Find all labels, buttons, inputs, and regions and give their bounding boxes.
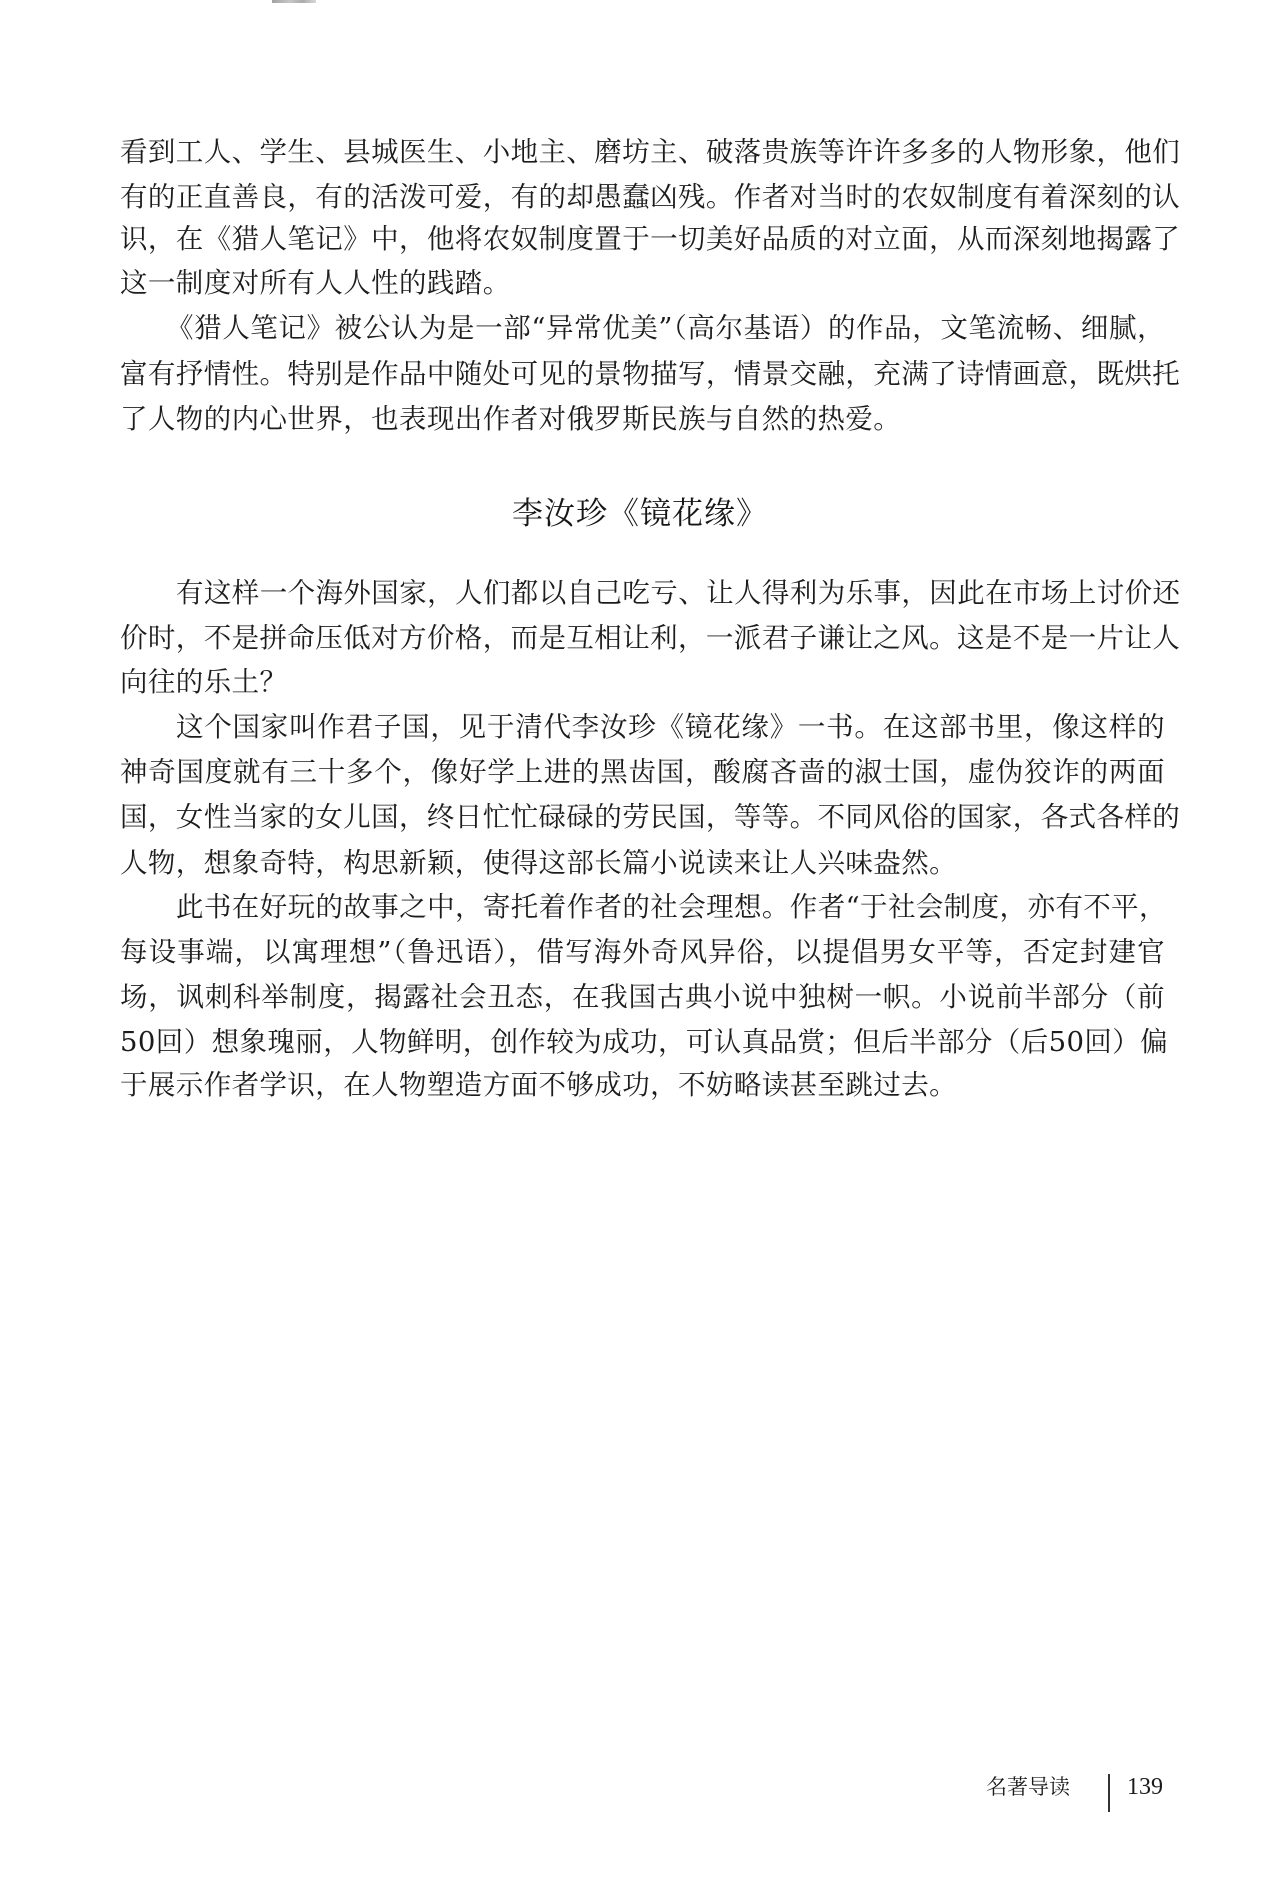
- text-line: 有的正直善良，有的活泼可爱，有的却愚蠢凶残。作者对当时的农奴制度有着深刻的认: [120, 181, 1181, 213]
- text-line: 《猎人笔记》被公认为是一部“异常优美”（高尔基语）的作品，文笔流畅、细腻，: [166, 312, 1165, 344]
- text-line: 人物，想象奇特，构思新颖，使得这部长篇小说读来让人兴味盎然。: [120, 847, 957, 879]
- text-line: 国，女性当家的女儿国，终日忙忙碌碌的劳民国，等等。不同风俗的国家，各式各样的: [120, 801, 1181, 833]
- footer-divider: [1108, 1774, 1110, 1812]
- book-title: 名著导读: [986, 1775, 1070, 1799]
- text-line: 识，在《猎人笔记》中，他将农奴制度置于一切美好品质的对立面，从而深刻地揭露了: [120, 223, 1181, 255]
- text-line: 此书在好玩的故事之中，寄托着作者的社会理想。作者“于社会制度，亦有不平，: [176, 891, 1167, 923]
- text-line: 看到工人、学生、县城医生、小地主、磨坊主、破落贵族等许许多多的人物形象，他们: [120, 136, 1181, 168]
- text-line: 这个国家叫作君子国，见于清代李汝珍《镜花缘》一书。在这部书里，像这样的: [176, 711, 1165, 743]
- page-number: 139: [1127, 1774, 1163, 1800]
- text-line: 有这样一个海外国家，人们都以自己吃亏、让人得利为乐事，因此在市场上讨价还: [176, 577, 1181, 609]
- text-line: 价时，不是拼命压低对方价格，而是互相让利，一派君子谦让之风。这是不是一片让人: [120, 622, 1181, 654]
- text-line: 这一制度对所有人人性的践踏。: [120, 267, 511, 299]
- text-line: 向往的乐土？: [120, 666, 288, 698]
- text-line: 神奇国度就有三十多个，像好学上进的黑齿国，酸腐吝啬的淑士国，虚伪狡诈的两面: [120, 756, 1165, 788]
- text-line: 50回）想象瑰丽，人物鲜明，创作较为成功，可认真品赏；但后半部分（后50回）偏: [120, 1026, 1169, 1058]
- section-heading: 李汝珍《镜花缘》: [512, 496, 768, 532]
- text-line: 富有抒情性。特别是作品中随处可见的景物描写，情景交融，充满了诗情画意，既烘托: [120, 358, 1181, 390]
- text-line: 于展示作者学识，在人物塑造方面不够成功，不妨略读甚至跳过去。: [120, 1069, 957, 1101]
- text-line: 每设事端，以寓理想”（鲁迅语），借写海外奇风异俗，以提倡男女平等，否定封建官: [120, 936, 1165, 968]
- text-line: 场，讽刺科举制度，揭露社会丑态，在我国古典小说中独树一帜。小说前半部分（前: [120, 981, 1165, 1013]
- text-line: 了人物的内心世界，也表现出作者对俄罗斯民族与自然的热爱。: [120, 403, 902, 435]
